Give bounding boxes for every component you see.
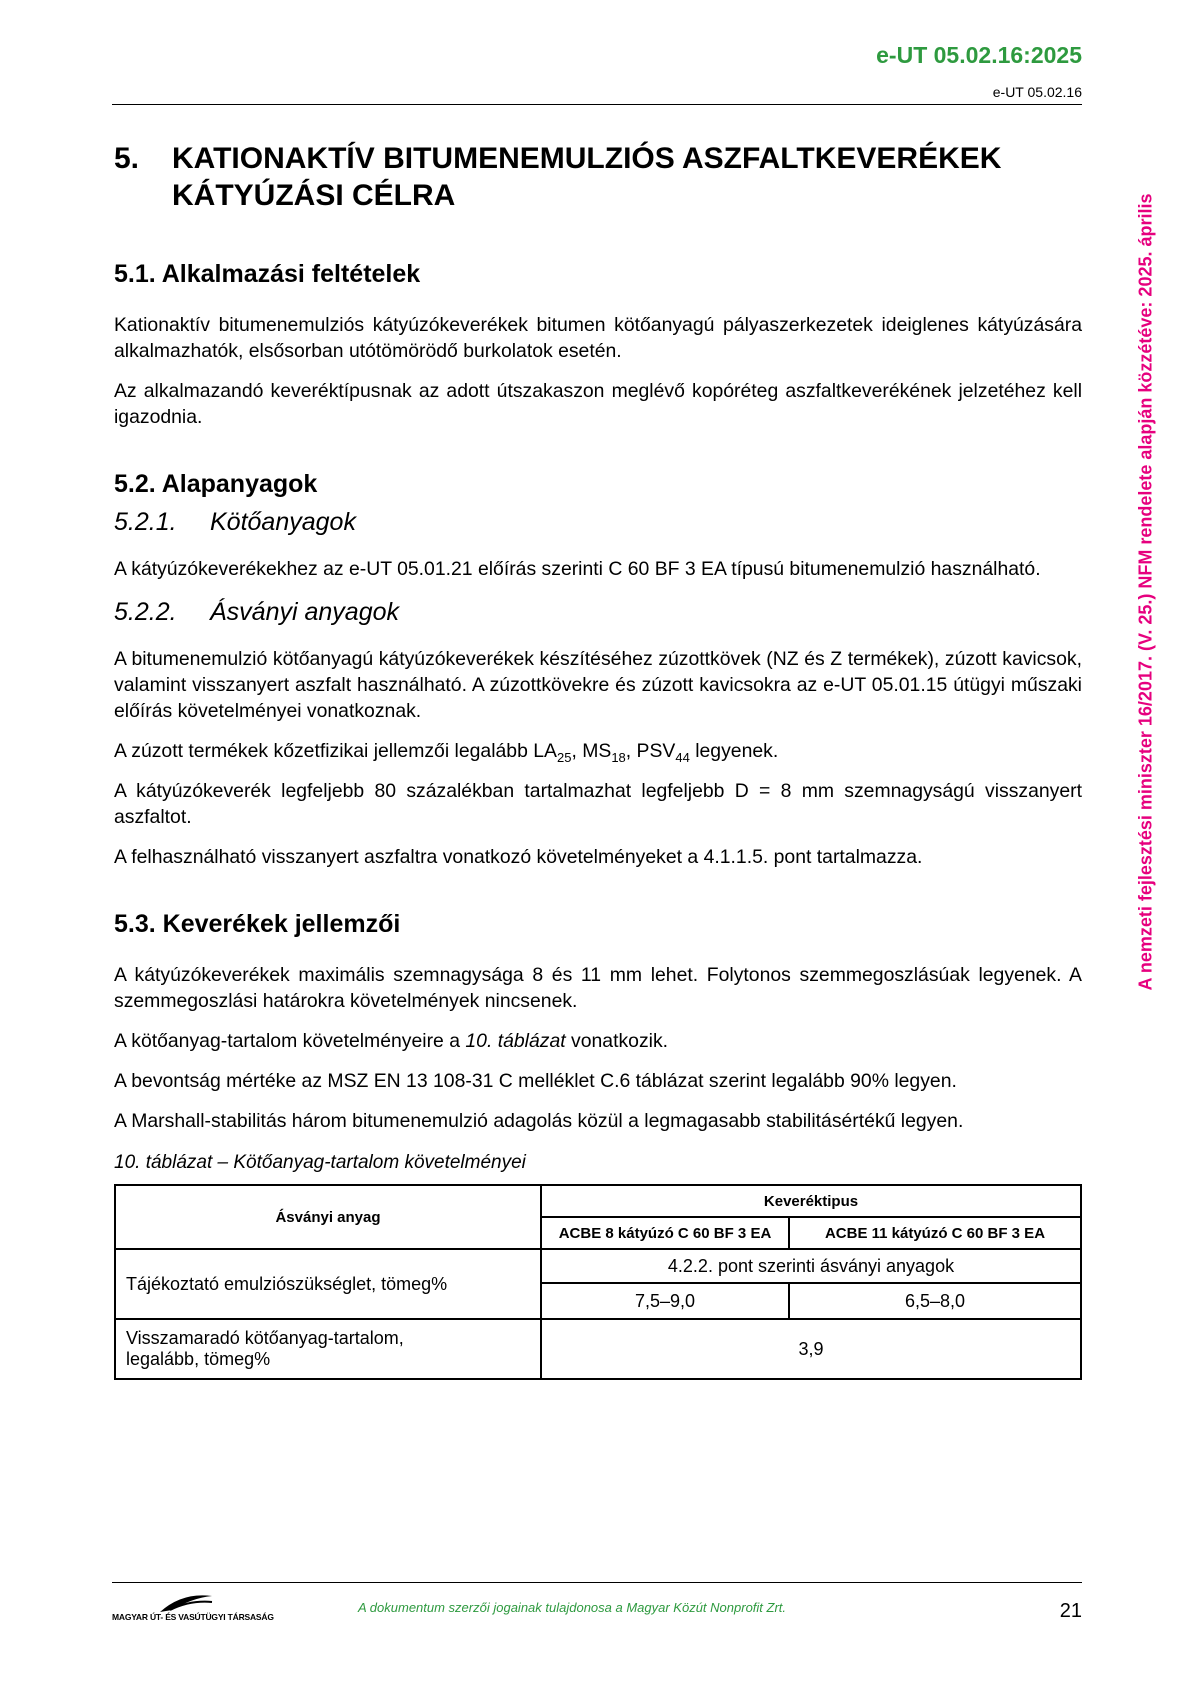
section-5-2-2-paragraph-3: A kátyúzókeverék legfeljebb 80 százalékban tartalmazhat legfeljebb D = 8 mm szemnagyságú visszanyert aszfaltot. [114, 780, 1082, 828]
section-5-1-paragraph-1: Kationaktív bitumenemulziós kátyúzókeverékek bitumen kötőanyagú pályaszerkezetek ideiglenes kátyúzására alkalmazhatók, elsősorban utótömörödő burkolatok esetén. [114, 314, 1082, 362]
section-5-3-paragraph-4: A Marshall-stabilitás három bitumenemulzió adagolás közül a legmagasabb stabilitásértékű legyen. [114, 1110, 964, 1132]
table-header-mix-type: Keveréktipus [541, 1185, 1081, 1217]
section-5-2-1-number: 5.2.1. [114, 508, 177, 536]
header-rule [112, 104, 1082, 105]
section-5-2-heading: 5.2. Alapanyagok [114, 470, 318, 498]
footer-rule [112, 1582, 1082, 1583]
table-row2-value: 3,9 [541, 1319, 1081, 1379]
table-header-acbe8: ACBE 8 kátyúzó C 60 BF 3 EA [541, 1217, 789, 1249]
chapter-title [172, 140, 1001, 214]
section-5-3-heading: 5.3. Keverékek jellemzői [114, 910, 401, 938]
table-row1-acbe11-value: 6,5–8,0 [789, 1283, 1081, 1319]
table-header-acbe11: ACBE 11 kátyúzó C 60 BF 3 EA [789, 1217, 1081, 1249]
table-row1-label: Tájékoztató emulziószükséglet, tömeg% [115, 1249, 541, 1319]
page-number: 21 [1059, 1600, 1082, 1622]
table-row1-acbe8-value: 7,5–9,0 [541, 1283, 789, 1319]
table-row1-span: 4.2.2. pont szerinti ásványi anyagok [541, 1249, 1081, 1283]
section-5-2-2-title: Ásványi anyagok [210, 598, 400, 626]
section-5-3-paragraph-2: A kötőanyag-tartalom követelményeire a 10. táblázat vonatkozik. [114, 1030, 669, 1052]
chapter-title-line1: KATIONAKTÍV BITUMENEMULZIÓS ASZFALTKEVERÉKEK [172, 142, 1002, 175]
section-5-2-2-paragraph-1: A bitumenemulzió kötőanyagú kátyúzókeverékek készítéséhez zúzottkövek (NZ és Z termékek), zúzott kavicsok, valamint visszanyert aszfalt használható. A zúzottkövekre és zúzott kavicsokra az e-UT 05.01.15 útügyi műszaki előírás követelményei vonatkoznak. [114, 648, 1082, 722]
section-5-2-1-title: Kötőanyagok [210, 508, 356, 536]
section-5-2-1-paragraph-1: A kátyúzókeverékekhez az e-UT 05.01.21 előírás szerinti C 60 BF 3 EA típusú bitumenemulzió használható. [114, 558, 1041, 580]
chapter-heading [114, 140, 1082, 214]
section-5-1-heading: 5.1. Alkalmazási feltételek [114, 260, 421, 288]
society-logo-text: MAGYAR ÚT- ÉS VASÚTÜGYI TÁRSASÁG [112, 1612, 274, 1622]
section-5-2-2-number: 5.2.2. [114, 598, 177, 626]
section-5-2-1-heading [114, 506, 1082, 538]
document-code: e-UT 05.02.16:2025 [876, 42, 1082, 68]
side-publication-note-text: A nemzeti fejlesztési miniszter 16/2017. (V. 25.) NFM rendelete alapján közzétéve: 2025. április [1135, 193, 1156, 991]
chapter-title-line2: KÁTYÚZÁSI CÉLRA [172, 179, 456, 212]
table-header-mineral: Ásványi anyag [115, 1185, 541, 1249]
table-row2-label: Visszamaradó kötőanyag-tartalom, legalább, tömeg% [115, 1319, 541, 1379]
table-reference: 10. táblázat [465, 1030, 566, 1052]
chapter-number: 5. [114, 142, 140, 175]
section-5-3-paragraph-1: A kátyúzókeverékek maximális szemnagysága 8 és 11 mm lehet. Folytonos szemmegoszlásúak legyenek. A szemmegoszlási határokra követelmények nincsenek. [114, 964, 1082, 1012]
section-5-2-2-heading [114, 596, 1082, 628]
copyright-notice: A dokumentum szerzői jogainak tulajdonosa a Magyar Közút Nonprofit Zrt. [358, 1600, 787, 1615]
table-caption: 10. táblázat – Kötőanyag-tartalom követelményei [114, 1152, 526, 1173]
section-5-2-2-paragraph-2: A zúzott termékek kőzetfizikai jellemzői legalább $LA_{25}$, $MS_{18}$, $PSV_{44}$ legyenek. [114, 740, 779, 765]
section-5-1-paragraph-2: Az alkalmazandó keveréktípusnak az adott útszakaszon meglévő kopóréteg aszfaltkeverékének jelzetéhez kell igazodnia. [114, 380, 1082, 428]
section-5-2-2-paragraph-4: A felhasználható visszanyert aszfaltra vonatkozó követelményeket a 4.1.1.5. pont tartalmazza. [114, 846, 923, 868]
binder-content-table [114, 1184, 1082, 1380]
section-5-3-paragraph-3: A bevontság mértéke az MSZ EN 13 108-31 C melléklet C.6 táblázat szerint legalább 90% legyen. [114, 1070, 957, 1092]
page-content [114, 140, 1082, 1380]
document-subcode: e-UT 05.02.16 [992, 84, 1082, 100]
